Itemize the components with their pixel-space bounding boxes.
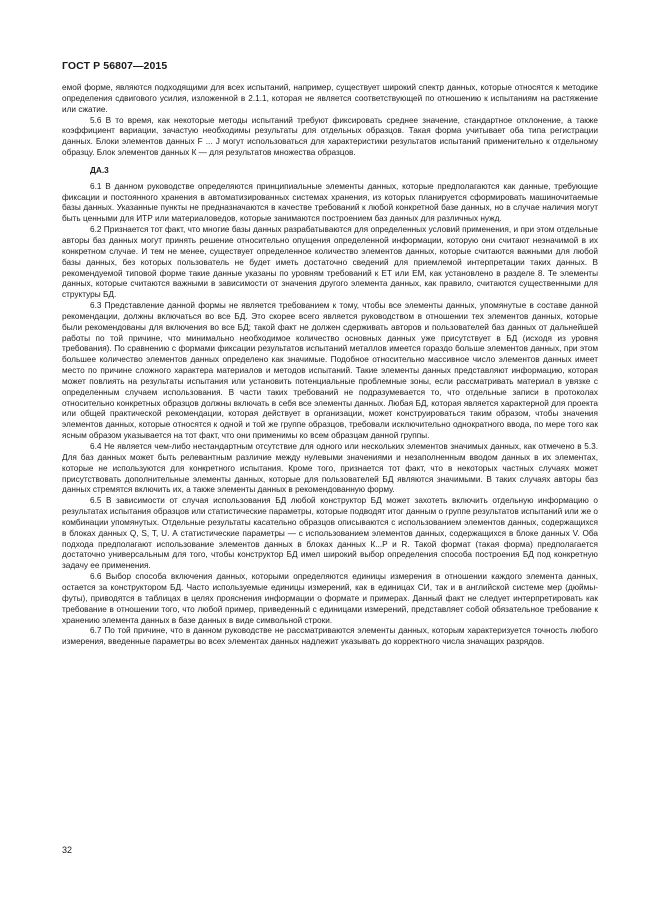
section-heading: ДА.3 bbox=[90, 165, 109, 175]
standard-header: ГОСТ Р 56807—2015 bbox=[62, 60, 168, 72]
paragraph-continuation: емой форме, являются подходящими для всех испытаний, например, существует широкий спектр данных, которые относятся к методике определения сдвигового усилия, изложенной в 2.1.1, которая не является соответствующей по отношению к испытаниям на растяжение или сжатие. bbox=[62, 83, 598, 114]
paragraph-6-3: 6.3 Представление данной формы не является требованием к тому, чтобы все элементы данных, упомянутые в составе данной рекомендации, должны включаться во все БД. Это скорее всего является руководством в отношении тех элементов данных, которые были рекомендованы для включения во все БД; такой факт не должен сдерживать авторов и пользователей баз данных от дальнейшей работы по той причине, что минимально необходимое количество основных данных уже присутствует в БД (исходя из уровня требования). По сравнению с формами фиксации результатов испытаний металлов имеется гораздо больше элементов данных, при этом большее количество элементов данных определено как значимые. Подобное относительно массивное число элементов данных имеет место по причине сложного характера материалов и методов испытаний. Такие элементы данных представляют информацию, которая может повлиять на результаты испытания или установить потенциальные проблемные зоны, если рассматривать материал в увязке с определенным случаем использования. В части таких требований не подразумевается то, что отдельные записи в протоколах относительно конкретных образцов должны включать в себя все элементы данных. Любая БД, которая является характерной для проекта или общей практической рекомендации, которая действует в организации, может конструироваться таким образом, чтобы значения элементов данных, которые относятся к одной и той же группе образцов, требовали исключительно однократного ввода, по мере того как ясным образом указывается на тот факт, что они применимы ко всем образцам данной группы. bbox=[62, 301, 598, 441]
paragraph-6-5: 6.5 В зависимости от случая использования БД любой конструктор БД может захотеть включить отдельную информацию о результатах испытания образцов или статистические параметры, которые подводят итог данным о группе результатов испытаний или же о комбинации упомянутых. Отдельные результаты касательно образцов описываются с использованием элементов данных, содержащихся в блоках данных Q, S, T, U. А статистические параметры — с использованием элементов данных, содержащихся в блоке данных V. Оба подхода предполагают использование элементов данных в блоках данных К...P и R. Такой формат (такая форма) предполагается достаточно универсальным для того, чтобы конструктор БД имел широкий выбор определения способа построения БД под конкретную задачу ее применения. bbox=[62, 496, 598, 571]
page-number: 32 bbox=[62, 845, 73, 855]
paragraph-6-1: 6.1 В данном руководстве определяются принципиальные элементы данных, которые предполагаются как данные, требующие фиксации и постоянного хранения в автоматизированных системах хранения, из которых планируется сформировать машиночитаемые базы данных. Указанные пункты не предназначаются в качестве требований к любой конкретной базе данных, но в случае наличия могут быть ценными для ИТР или материаловедов, которые занимаются построением баз данных для различных нужд. bbox=[62, 181, 598, 224]
paragraph-5-6: 5.6 В то время, как некоторые методы испытаний требуют фиксировать среднее значение, стандартное отклонение, а также коэффициент вариации, зачастую необходимы результаты для отдельных образцов. Такая форма учитывает оба типа регистрации данных. Блоки элементов данных F ... J могут использоваться для характеристики результатов испытаний применительно к отдельному образцу. Блок элементов данных К — для результатов множества образцов. bbox=[62, 115, 598, 158]
document-body bbox=[62, 83, 598, 648]
paragraph-6-4: 6.4 Не является чем-либо нестандартным отсутствие для одного или нескольких элементов значимых данных, как отмечено в 5.3. Для баз данных может быть релевантным различие между нулевыми значениями и незаполненным вводом данных в их элементах, которые не используются для конкретного испытания. Кроме того, признается тот факт, что в некоторых частных случаях может присутствовать дополнительные элементы данных, которые для пользователей БД являются значимыми. В таких случаях авторы баз данных стремятся включить их, а также элементы данных в рекомендованную форму. bbox=[62, 442, 598, 495]
paragraph-6-6: 6.6 Выбор способа включения данных, которыми определяются единицы измерения в отношении каждого элемента данных, остается за конструктором БД. Часто используемые единицы измерений, как в единицах СИ, так и в английской системе мер (дюймы-футы), приводятся в таблицах в целях прояснения информации о формате и примерах. Данный факт не следует интерпретировать как требование в отношении того, что любой пример, приведенный с единицами измерений, представляет собой обязательное требование к хранению элемента данных в базе данных в виде символьной строки. bbox=[62, 572, 598, 625]
paragraph-6-7: 6.7 По той причине, что в данном руководстве не рассматриваются элементы данных, которым характеризуется точность любого измерения, введенные параметры во всех элементах данных надлежит указывать до корректного числа значащих разрядов. bbox=[62, 626, 598, 647]
paragraph-6-2: 6.2 Признается тот факт, что многие базы данных разрабатываются для определенных условий применения, и при этом отдельные авторы баз данных могут принять решение относительно опущения определенной информации, которую они считают незначимой в их конкретном случае. И тем не менее, существует определенное количество элементов данных, которые считаются важными для любой базы данных, без которых пользователь не будет иметь достаточно сведений для приемлемой интерпретации таких данных. В рекомендуемой типовой форме такие данные указаны по уровням требований к ЕТ или ЕМ, как установлено в разделе 8. Те элементы данных, которые считаются важными в зависимости от значения другого элемента данных, как правило, считаются существенными для структуры БД. bbox=[62, 225, 598, 300]
